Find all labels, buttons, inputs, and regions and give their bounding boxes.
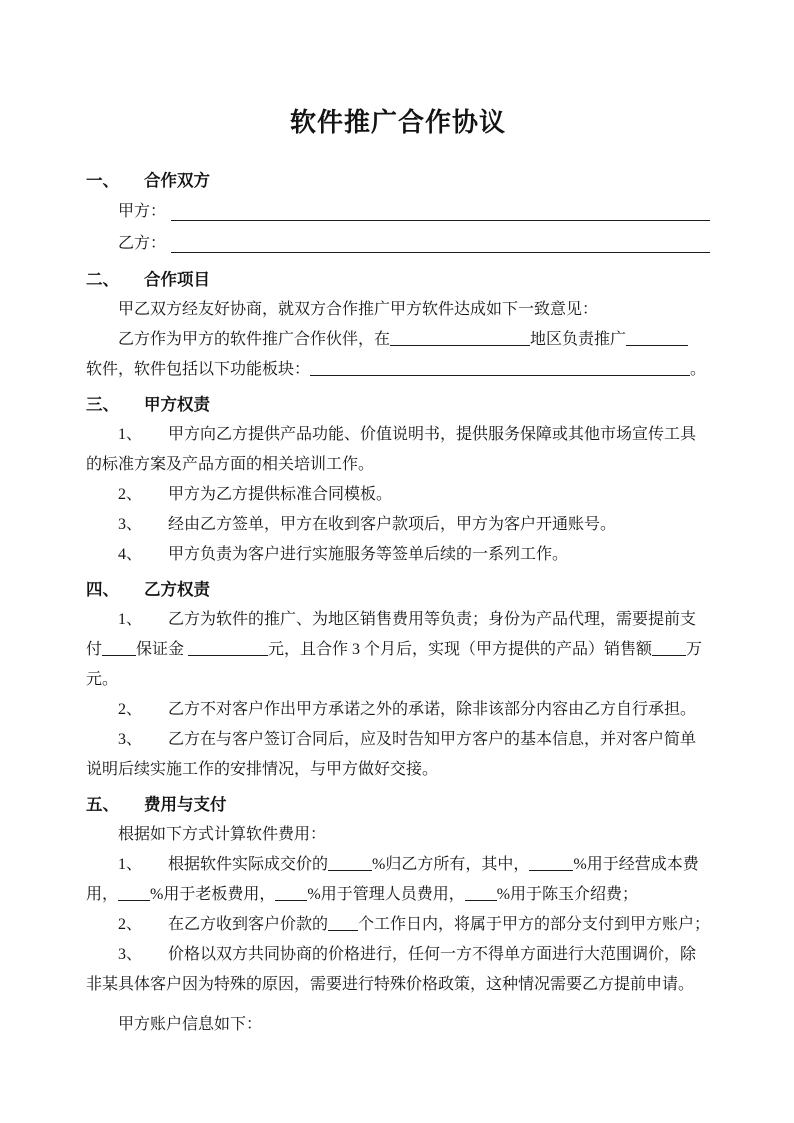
paragraph-line [86,820,710,850]
document-title: 软件推广合作协议 [289,108,506,137]
field-label: 甲方： [118,203,167,220]
contract-section [86,390,710,570]
paragraph-line [86,605,710,635]
paragraph-line [86,510,710,540]
list-number: 1、 [118,856,143,873]
paragraph-line [86,635,710,665]
list-number: 3、 [118,946,143,963]
text-segment: 保证金 [136,641,189,658]
blank-underline [390,342,530,346]
paragraph-line [86,695,710,725]
text-segment: %用于管理人员费用， [307,886,465,903]
text-segment: 根据软件实际成交价的 [168,856,329,873]
section-number: 三、 [86,395,119,414]
paragraph-line [86,295,710,325]
list-number: 2、 [118,916,143,933]
text-segment: 万 [686,641,703,658]
contract-section [86,265,710,385]
text-segment: 价格以双方共同协商的价格进行，任何一方不得单方面进行大范围调价，除 [168,946,697,963]
text-segment: 付 [86,641,103,658]
section-title: 甲方权责 [144,395,210,414]
paragraph-line [86,420,710,450]
blank-underline [188,652,268,656]
paragraph-line [86,325,710,355]
section-number: 一、 [86,171,119,190]
text-segment: 元，且合作 3 个月后，实现（甲方提供的产品）销售额 [268,641,653,658]
text-segment: 甲方负责为客户进行实施服务等签单后续的一系列工作。 [168,546,569,563]
section-number: 五、 [86,795,119,814]
text-segment: %归乙方所有，其中， [372,856,530,873]
text-segment: 用， [86,886,119,903]
text-segment: %用于陈玉介绍费； [496,886,639,903]
contract-section [86,790,710,1040]
list-number: 1、 [118,611,143,628]
section-title: 费用与支付 [144,795,227,814]
document-body [86,166,710,1040]
contract-section [86,166,710,260]
section-number: 二、 [86,270,119,289]
text-segment: %用于经营成本费 [573,856,699,873]
list-number: 2、 [118,486,143,503]
paragraph-line [86,665,710,695]
text-segment: 根据如下方式计算软件费用： [118,826,327,843]
section-title: 合作双方 [144,171,210,190]
first-line-indent [86,228,118,260]
blank-underline [171,228,710,253]
blank-underline [171,196,710,221]
text-segment: 。 [690,361,707,378]
list-number: 1、 [118,426,143,443]
field-label: 乙方： [118,235,167,252]
paragraph-line [86,880,710,910]
blank-underline [102,652,136,656]
text-segment: 说明后续实施工作的安排情况，与甲方做好交接。 [86,761,439,778]
blank-underline [328,927,358,931]
paragraph-line [86,910,710,940]
fill-in-field-line [86,228,710,260]
paragraph-line [86,480,710,510]
section-heading [86,265,710,295]
text-segment: 元。 [86,671,119,688]
text-segment: 软件，软件包括以下功能板块： [86,361,311,378]
list-number: 2、 [118,701,143,718]
blank-underline [626,342,688,346]
section-heading [86,575,710,605]
blank-underline [328,867,372,871]
text-segment: 甲乙双方经友好协商，就双方合作推广甲方软件达成如下一致意见： [118,301,599,318]
text-segment: 的标准方案及产品方面的相关培训工作。 [86,456,375,473]
paragraph-line [86,1010,710,1040]
section-heading [86,790,710,820]
blank-underline [529,867,573,871]
paragraph-line [86,540,710,570]
list-number: 3、 [118,516,143,533]
text-segment: 乙方作为甲方的软件推广合作伙伴，在 [118,331,391,348]
section-title: 乙方权责 [144,580,210,599]
text-segment: 经由乙方签单，甲方在收到客户款项后，甲方为客户开通账号。 [168,516,617,533]
text-segment: %用于老板费用， [150,886,276,903]
text-segment: 在乙方收到客户价款的 [168,916,329,933]
blank-underline [275,897,307,901]
list-number: 3、 [118,731,143,748]
paragraph-line [86,755,710,785]
section-heading [86,390,710,420]
first-line-indent [86,196,118,228]
text-segment: 甲方为乙方提供标准合同模板。 [168,486,393,503]
list-number: 4、 [118,546,143,563]
paragraph-line [86,355,710,385]
paragraph-line [86,725,710,755]
fill-in-field-line [86,196,710,228]
text-segment: 个工作日内，将属于甲方的部分支付到甲方账户； [358,916,711,933]
section-number: 四、 [86,580,119,599]
text-segment: 乙方不对客户作出甲方承诺之外的承诺，除非该部分内容由乙方自行承担。 [168,701,697,718]
blank-underline [465,897,497,901]
section-title: 合作项目 [144,270,210,289]
text-segment: 乙方为软件的推广、为地区销售费用等负责；身份为产品代理，需要提前支 [168,611,697,628]
contract-section [86,575,710,785]
section-heading [86,166,710,196]
text-segment: 甲方向乙方提供产品功能、价值说明书，提供服务保障或其他市场宣传工具 [168,426,697,443]
text-segment: 地区负责推广 [530,331,627,348]
blank-underline [652,652,686,656]
blank-underline [310,372,690,376]
text-segment: 甲方账户信息如下： [118,1016,263,1033]
text-segment: 非某具体客户因为特殊的原因，需要进行特殊价格政策，这种情况需要乙方提前申请。 [86,976,695,993]
paragraph-line [86,850,710,880]
paragraph-line [86,940,710,970]
blank-underline [118,897,150,901]
paragraph-line [86,970,710,1000]
paragraph-line [86,450,710,480]
text-segment: 乙方在与客户签订合同后，应及时告知甲方客户的基本信息，并对客户简单 [168,731,697,748]
